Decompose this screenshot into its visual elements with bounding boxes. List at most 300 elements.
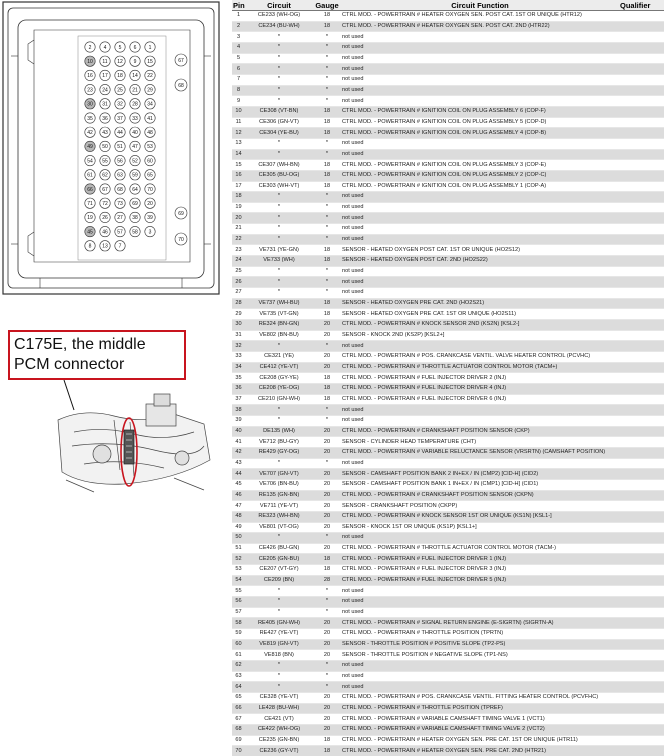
- pin-number: 44: [117, 130, 123, 136]
- pin-number: 65: [147, 172, 153, 179]
- table-row: [232, 458, 664, 469]
- row-circuit: CE233 (WH-OG): [245, 11, 313, 22]
- row-gauge: 20: [313, 501, 341, 512]
- row-qualifier: [619, 64, 664, 75]
- row-function: CTRL MOD. - POWERTRAIN # THROTTLE ACTUATOR CONTROL MOTOR (TACM+): [341, 362, 619, 373]
- row-gauge: *: [313, 96, 341, 107]
- row-gauge: 18: [313, 394, 341, 405]
- row-circuit: *: [245, 277, 313, 288]
- pin-number: 69: [178, 210, 184, 217]
- connector-pin: [115, 84, 125, 94]
- row-gauge: 18: [313, 565, 341, 576]
- row-qualifier: [619, 693, 664, 704]
- row-qualifier: [619, 565, 664, 576]
- row-gauge: 18: [313, 245, 341, 256]
- row-pin: 34: [232, 362, 245, 373]
- connector-pin: [85, 127, 95, 137]
- connector-pin: [100, 113, 110, 123]
- row-pin: 46: [232, 490, 245, 501]
- table-row: [232, 629, 664, 640]
- row-qualifier: [619, 362, 664, 373]
- table-row: [232, 639, 664, 650]
- row-circuit: *: [245, 64, 313, 75]
- row-function: CTRL MOD. - POWERTRAIN # CRANKSHAFT POSITION SENSOR (CKPN): [341, 490, 619, 501]
- row-gauge: 20: [313, 543, 341, 554]
- row-function: CTRL MOD. - POWERTRAIN # IGNITION COIL ON PLUG ASSEMBLY 1 (COP-A): [341, 181, 619, 192]
- connector-pin: [115, 170, 125, 180]
- callout-pointer: [64, 380, 74, 410]
- connector-pin: [130, 99, 140, 109]
- table-row: [232, 373, 664, 384]
- row-pin: 60: [232, 639, 245, 650]
- row-qualifier: [619, 618, 664, 629]
- connector-pin: [175, 233, 187, 245]
- row-function: SENSOR - CAMSHAFT POSITION BANK 2 IN+EX / IN (CMP2) [CID-H] (CID2): [341, 469, 619, 480]
- connector-pin: [100, 127, 110, 137]
- row-pin: 70: [232, 746, 245, 756]
- table-row: [232, 650, 664, 661]
- row-gauge: 18: [313, 309, 341, 320]
- row-qualifier: [619, 575, 664, 586]
- connector-pin: [145, 42, 155, 52]
- table-row: [232, 213, 664, 224]
- connector-pin: [145, 226, 155, 236]
- row-function: CTRL MOD. - POWERTRAIN # FUEL INJECTOR DRIVER 1 (INJ): [341, 554, 619, 565]
- connector-pin: [100, 198, 110, 208]
- pin-number: 68: [178, 82, 184, 89]
- row-gauge: 20: [313, 522, 341, 533]
- pin-number: 29: [147, 87, 153, 94]
- row-pin: 4: [232, 42, 245, 53]
- connector-pin: [115, 212, 125, 222]
- row-qualifier: [619, 106, 664, 117]
- connector-pin: [115, 127, 125, 137]
- row-function: CTRL MOD. - POWERTRAIN # FUEL INJECTOR DRIVER 5 (INJ): [341, 575, 619, 586]
- row-qualifier: [619, 309, 664, 320]
- row-circuit: CE236 (GY-VT): [245, 746, 313, 756]
- table-row: [232, 138, 664, 149]
- table-row: [232, 106, 664, 117]
- pin-number: 9: [133, 59, 137, 65]
- row-function: SENSOR - HEATED OXYGEN POST CAT. 2ND (HO2S22): [341, 256, 619, 267]
- row-pin: 9: [232, 96, 245, 107]
- pin-number: 6: [133, 44, 137, 51]
- connector-pin: [145, 113, 155, 123]
- connector-pin: [85, 226, 95, 236]
- row-qualifier: [619, 383, 664, 394]
- connector-pin: [130, 56, 140, 66]
- row-circuit: *: [245, 586, 313, 597]
- row-circuit: CE235 (GN-BN): [245, 735, 313, 746]
- row-circuit: *: [245, 288, 313, 299]
- row-function: CTRL MOD. - POWERTRAIN # POS. CRANKCASE VENTIL. FITTING HEATER CONTROL (PCVFHC): [341, 693, 619, 704]
- row-qualifier: [619, 234, 664, 245]
- table-row: [232, 330, 664, 341]
- row-function: not used: [341, 32, 619, 43]
- row-qualifier: [619, 746, 664, 756]
- row-circuit: CE321 (YE): [245, 352, 313, 363]
- connector-pin: [145, 70, 155, 80]
- pin-number: 37: [117, 115, 123, 122]
- row-qualifier: [619, 128, 664, 139]
- row-qualifier: [619, 661, 664, 672]
- row-gauge: 20: [313, 426, 341, 437]
- pin-number: 12: [117, 59, 123, 65]
- pin-number: 48: [147, 130, 153, 136]
- connector-pin: [100, 170, 110, 180]
- table-row: [232, 394, 664, 405]
- row-circuit: VE802 (BN-BU): [245, 330, 313, 341]
- table-row: [232, 682, 664, 693]
- row-gauge: *: [313, 607, 341, 618]
- row-function: CTRL MOD. - POWERTRAIN # KNOCK SENSOR 2ND (KS2N) [KSL2-]: [341, 320, 619, 331]
- table-row: [232, 266, 664, 277]
- row-qualifier: [619, 298, 664, 309]
- table-row: [232, 447, 664, 458]
- row-circuit: *: [245, 458, 313, 469]
- row-circuit: CE308 (VT-BN): [245, 106, 313, 117]
- pin-number: 23: [87, 87, 93, 94]
- connector-pin: [85, 42, 95, 52]
- connector-pin: [115, 70, 125, 80]
- row-gauge: *: [313, 149, 341, 160]
- row-qualifier: [619, 277, 664, 288]
- row-function: SENSOR - KNOCK 1ST OR UNIQUE (KS1P) [KSL1+]: [341, 522, 619, 533]
- pinout-table: [232, 0, 664, 756]
- row-gauge: *: [313, 53, 341, 64]
- row-pin: 32: [232, 341, 245, 352]
- pin-number: 31: [102, 101, 108, 108]
- pin-number: 51: [117, 144, 123, 151]
- row-gauge: 18: [313, 383, 341, 394]
- table-row: [232, 501, 664, 512]
- connector-pin: [145, 155, 155, 165]
- connector-pin: [100, 212, 110, 222]
- row-gauge: 20: [313, 330, 341, 341]
- pin-number: 3: [148, 229, 152, 236]
- row-qualifier: [619, 426, 664, 437]
- row-function: not used: [341, 405, 619, 416]
- pin-number: 34: [147, 101, 153, 108]
- row-function: CTRL MOD. - POWERTRAIN # HEATER OXYGEN SEN. PRE CAT. 2ND (HTR21): [341, 746, 619, 756]
- pin-number: 15: [147, 59, 153, 65]
- row-gauge: *: [313, 234, 341, 245]
- row-qualifier: [619, 501, 664, 512]
- pin-number: 67: [102, 186, 108, 193]
- row-gauge: *: [313, 74, 341, 85]
- row-qualifier: [619, 320, 664, 331]
- row-circuit: VE731 (YE-GN): [245, 245, 313, 256]
- pin-number: 10: [87, 59, 93, 65]
- connector-pin: [85, 141, 95, 151]
- connector-pin: [175, 54, 187, 66]
- row-pin: 42: [232, 447, 245, 458]
- row-circuit: RE324 (BN-GN): [245, 320, 313, 331]
- connector-pin: [85, 155, 95, 165]
- table-row: [232, 181, 664, 192]
- row-pin: 68: [232, 724, 245, 735]
- pin-number: 59: [132, 172, 138, 179]
- pcm-location-illustration: [54, 380, 218, 495]
- connector-pin: [115, 226, 125, 236]
- table-row: [232, 533, 664, 544]
- pin-number: 1: [148, 44, 152, 51]
- row-qualifier: [619, 554, 664, 565]
- row-function: CTRL MOD. - POWERTRAIN # CRANKSHAFT POSITION SENSOR (CKP): [341, 426, 619, 437]
- row-pin: 44: [232, 469, 245, 480]
- row-circuit: *: [245, 415, 313, 426]
- row-pin: 41: [232, 437, 245, 448]
- row-circuit: RE427 (YE-VT): [245, 629, 313, 640]
- row-function: CTRL MOD. - POWERTRAIN # IGNITION COIL ON PLUG ASSEMBLY 2 (COP-C): [341, 170, 619, 181]
- table-row: [232, 245, 664, 256]
- row-qualifier: [619, 671, 664, 682]
- row-gauge: *: [313, 85, 341, 96]
- pin-number: 8: [88, 243, 92, 250]
- row-gauge: 18: [313, 21, 341, 32]
- row-gauge: 20: [313, 618, 341, 629]
- table-row: [232, 746, 664, 756]
- pin-number: 61: [87, 172, 93, 179]
- row-function: not used: [341, 586, 619, 597]
- row-function: SENSOR - CRANKSHAFT POSITION (CKPP): [341, 501, 619, 512]
- connector-pin: [130, 212, 140, 222]
- pin-number: 18: [117, 73, 123, 80]
- pin-number: 4: [103, 44, 107, 51]
- row-gauge: 20: [313, 447, 341, 458]
- row-function: not used: [341, 202, 619, 213]
- table-row: [232, 298, 664, 309]
- row-circuit: *: [245, 53, 313, 64]
- row-pin: 62: [232, 661, 245, 672]
- connector-pin: [130, 141, 140, 151]
- callout-line-1: C175E, the middle: [14, 336, 146, 353]
- row-gauge: 20: [313, 437, 341, 448]
- row-circuit: *: [245, 607, 313, 618]
- connector-pin: [130, 155, 140, 165]
- connector-pin: [175, 79, 187, 91]
- table-row: [232, 11, 664, 22]
- row-circuit: CE305 (BU-OG): [245, 170, 313, 181]
- pin-number: 2: [88, 44, 92, 51]
- row-function: SENSOR - THROTTLE POSITION # NEGATIVE SLOPE (TP1-NS): [341, 650, 619, 661]
- row-qualifier: [619, 74, 664, 85]
- row-circuit: CE422 (WH-OG): [245, 724, 313, 735]
- row-pin: 22: [232, 234, 245, 245]
- row-function: not used: [341, 64, 619, 75]
- row-qualifier: [619, 373, 664, 384]
- pin-number: 54: [87, 158, 93, 165]
- pin-number: 64: [132, 186, 138, 193]
- row-function: CTRL MOD. - POWERTRAIN # IGNITION COIL ON PLUG ASSEMBLY 4 (COP-B): [341, 128, 619, 139]
- row-gauge: 18: [313, 160, 341, 171]
- connector-pin: [145, 99, 155, 109]
- table-row: [232, 170, 664, 181]
- row-circuit: *: [245, 74, 313, 85]
- connector-pin: [100, 84, 110, 94]
- table-row: [232, 277, 664, 288]
- row-circuit: *: [245, 213, 313, 224]
- row-gauge: 18: [313, 298, 341, 309]
- connector-pin: [130, 198, 140, 208]
- row-pin: 61: [232, 650, 245, 661]
- row-pin: 47: [232, 501, 245, 512]
- row-gauge: 18: [313, 181, 341, 192]
- row-function: not used: [341, 682, 619, 693]
- row-circuit: *: [245, 671, 313, 682]
- row-qualifier: [619, 330, 664, 341]
- row-gauge: *: [313, 266, 341, 277]
- table-row: [232, 522, 664, 533]
- connector-pin: [100, 56, 110, 66]
- row-function: SENSOR - HEATED OXYGEN PRE CAT. 2ND (HO2S21): [341, 298, 619, 309]
- pin-number: 33: [132, 115, 138, 122]
- row-circuit: VE735 (VT-GN): [245, 309, 313, 320]
- row-gauge: *: [313, 32, 341, 43]
- row-qualifier: [619, 202, 664, 213]
- row-pin: 39: [232, 415, 245, 426]
- pin-number: 72: [102, 201, 108, 207]
- row-circuit: *: [245, 682, 313, 693]
- row-pin: 53: [232, 565, 245, 576]
- row-circuit: CE210 (GN-WH): [245, 394, 313, 405]
- row-function: CTRL MOD. - POWERTRAIN # HEATER OXYGEN SEN. POST CAT. 2ND (HTR22): [341, 21, 619, 32]
- pin-number: 35: [87, 115, 93, 122]
- row-qualifier: [619, 650, 664, 661]
- row-pin: 3: [232, 32, 245, 43]
- row-gauge: 20: [313, 724, 341, 735]
- row-gauge: 20: [313, 490, 341, 501]
- table-header-row: [232, 0, 664, 11]
- row-circuit: *: [245, 149, 313, 160]
- row-gauge: 20: [313, 714, 341, 725]
- pin-number: 58: [132, 229, 138, 236]
- row-qualifier: [619, 639, 664, 650]
- row-qualifier: [619, 714, 664, 725]
- row-qualifier: [619, 479, 664, 490]
- row-function: not used: [341, 277, 619, 288]
- row-qualifier: [619, 586, 664, 597]
- row-function: CTRL MOD. - POWERTRAIN # HEATER OXYGEN SEN. PRE CAT. 1ST OR UNIQUE (HTR11): [341, 735, 619, 746]
- connector-pin: [85, 70, 95, 80]
- row-gauge: 20: [313, 511, 341, 522]
- connector-pin: [115, 113, 125, 123]
- row-gauge: *: [313, 458, 341, 469]
- row-qualifier: [619, 724, 664, 735]
- row-gauge: 18: [313, 746, 341, 756]
- row-pin: 69: [232, 735, 245, 746]
- row-circuit: RE135 (GN-BN): [245, 490, 313, 501]
- row-circuit: *: [245, 405, 313, 416]
- row-circuit: CE234 (BU-WH): [245, 21, 313, 32]
- row-circuit: RE405 (GN-WH): [245, 618, 313, 629]
- pin-number: 30: [87, 101, 93, 108]
- pin-number: 63: [117, 172, 123, 179]
- pin-number: 68: [117, 186, 123, 193]
- pin-number: 47: [132, 144, 138, 151]
- row-gauge: 18: [313, 128, 341, 139]
- row-qualifier: [619, 458, 664, 469]
- table-row: [232, 703, 664, 714]
- row-gauge: 18: [313, 554, 341, 565]
- row-circuit: CE307 (WH-BN): [245, 160, 313, 171]
- row-circuit: *: [245, 661, 313, 672]
- pin-number: 60: [147, 158, 153, 165]
- row-qualifier: [619, 341, 664, 352]
- row-pin: 8: [232, 85, 245, 96]
- connector-pin: [85, 241, 95, 251]
- connector-pin: [130, 184, 140, 194]
- pin-number: 24: [102, 87, 108, 94]
- row-pin: 16: [232, 170, 245, 181]
- header-pin: Pin: [233, 0, 245, 10]
- row-gauge: *: [313, 213, 341, 224]
- row-circuit: *: [245, 533, 313, 544]
- row-gauge: 20: [313, 320, 341, 331]
- pin-number: 69: [132, 201, 138, 207]
- connector-pin: [145, 56, 155, 66]
- row-pin: 65: [232, 693, 245, 704]
- row-function: not used: [341, 607, 619, 618]
- row-function: not used: [341, 224, 619, 235]
- row-function: CTRL MOD. - POWERTRAIN # VARIABLE RELUCTANCE SENSOR (VRSRTN) (CAMSHAFT POSITION): [341, 447, 619, 458]
- connector-pin: [100, 226, 110, 236]
- row-pin: 36: [232, 383, 245, 394]
- row-function: not used: [341, 42, 619, 53]
- connector-pin: [130, 70, 140, 80]
- pin-number: 45: [87, 229, 93, 236]
- row-qualifier: [619, 138, 664, 149]
- pin-number: 55: [102, 158, 108, 165]
- row-function: CTRL MOD. - POWERTRAIN # FUEL INJECTOR DRIVER 6 (INJ): [341, 394, 619, 405]
- row-pin: 54: [232, 575, 245, 586]
- table-row: [232, 724, 664, 735]
- table-row: [232, 543, 664, 554]
- row-circuit: CE208 (GY-YE): [245, 373, 313, 384]
- pin-number: 67: [178, 57, 184, 64]
- row-circuit: *: [245, 202, 313, 213]
- connector-pin: [115, 155, 125, 165]
- row-pin: 24: [232, 256, 245, 267]
- row-qualifier: [619, 629, 664, 640]
- connector-pin: [130, 113, 140, 123]
- table-row: [232, 149, 664, 160]
- row-gauge: 20: [313, 703, 341, 714]
- row-pin: 20: [232, 213, 245, 224]
- pin-number: 5: [118, 44, 122, 51]
- row-function: not used: [341, 661, 619, 672]
- row-pin: 14: [232, 149, 245, 160]
- connector-pin: [115, 141, 125, 151]
- pin-number: 21: [132, 87, 138, 94]
- row-pin: 15: [232, 160, 245, 171]
- row-function: not used: [341, 234, 619, 245]
- row-function: CTRL MOD. - POWERTRAIN # FUEL INJECTOR DRIVER 4 (INJ): [341, 383, 619, 394]
- connector-pin: [115, 198, 125, 208]
- row-function: not used: [341, 458, 619, 469]
- table-row: [232, 469, 664, 480]
- row-pin: 6: [232, 64, 245, 75]
- row-pin: 43: [232, 458, 245, 469]
- connector-pin: [100, 99, 110, 109]
- connector-callout: [8, 330, 186, 380]
- row-qualifier: [619, 469, 664, 480]
- pin-number: 13: [102, 243, 108, 250]
- row-gauge: *: [313, 671, 341, 682]
- table-row: [232, 597, 664, 608]
- table-row: [232, 490, 664, 501]
- table-row: [232, 21, 664, 32]
